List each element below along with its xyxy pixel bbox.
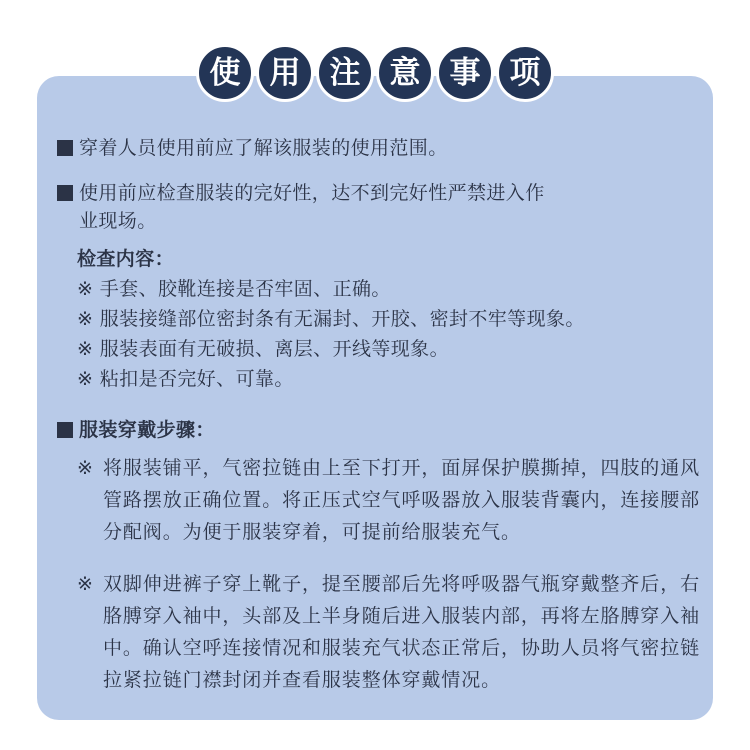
step-text: 将服装铺平，气密拉链由上至下打开，面屏保护膜撕掉，四肢的通风管路摆放正确位置。将正压式空气呼吸器放入服装背囊内，连接腰部分配阀。为便于服装穿着，可提前给服装充气。 xyxy=(103,457,701,543)
reference-mark-icon: ※ xyxy=(77,338,94,360)
check-heading: 检查内容： xyxy=(77,248,175,270)
notice-content xyxy=(55,134,705,696)
step-text: 双脚伸进裤子穿上靴子，提至腰部后先将呼吸器气瓶穿戴整齐后，右胳膊穿入袖中，头部及上半身随后进入服装内部，再将左胳膊穿入袖中。确认空呼连接情况和服装充气状态正常后，协助人员将气密拉链拉紧拉链门襟封闭并查看服装整体穿戴情况。 xyxy=(103,573,701,691)
check-list xyxy=(55,274,705,394)
square-bullet-icon xyxy=(57,422,73,438)
list-item xyxy=(55,364,705,394)
list-item-text: 服装表面有无破损、离层、开线等现象。 xyxy=(99,338,449,360)
reference-mark-icon: ※ xyxy=(77,573,94,595)
steps-heading xyxy=(55,416,705,444)
title-char: 注 xyxy=(316,44,374,102)
reference-mark-icon: ※ xyxy=(77,278,94,300)
title-char: 项 xyxy=(496,44,554,102)
list-item-text: 粘扣是否完好、可靠。 xyxy=(99,368,294,390)
title-char: 用 xyxy=(256,44,314,102)
step-item xyxy=(55,452,705,548)
reference-mark-icon: ※ xyxy=(77,368,94,390)
list-item xyxy=(55,334,705,364)
title-char: 意 xyxy=(376,44,434,102)
notice-item-usage-scope xyxy=(55,134,705,162)
title-char: 使 xyxy=(196,44,254,102)
title-char: 事 xyxy=(436,44,494,102)
list-item xyxy=(55,274,705,304)
list-item-text: 服装接缝部位密封条有无漏封、开胶、密封不牢等现象。 xyxy=(99,308,585,330)
step-item xyxy=(55,568,705,696)
reference-mark-icon: ※ xyxy=(77,308,94,330)
square-bullet-icon xyxy=(57,185,73,201)
list-item xyxy=(55,304,705,334)
list-item-text: 手套、胶靴连接是否牢固、正确。 xyxy=(99,278,391,300)
notice-item-line: 业现场。 xyxy=(79,210,157,232)
square-bullet-icon xyxy=(57,140,73,156)
notice-item-text: 穿着人员使用前应了解该服装的使用范围。 xyxy=(79,137,448,159)
notice-item-pre-check xyxy=(55,179,705,235)
steps-heading-text: 服装穿戴步骤： xyxy=(79,419,215,441)
notice-item-line: 使用前应检查服装的完好性，达不到完好性严禁进入作 xyxy=(79,182,545,204)
page-title xyxy=(0,44,750,104)
reference-mark-icon: ※ xyxy=(77,457,94,479)
